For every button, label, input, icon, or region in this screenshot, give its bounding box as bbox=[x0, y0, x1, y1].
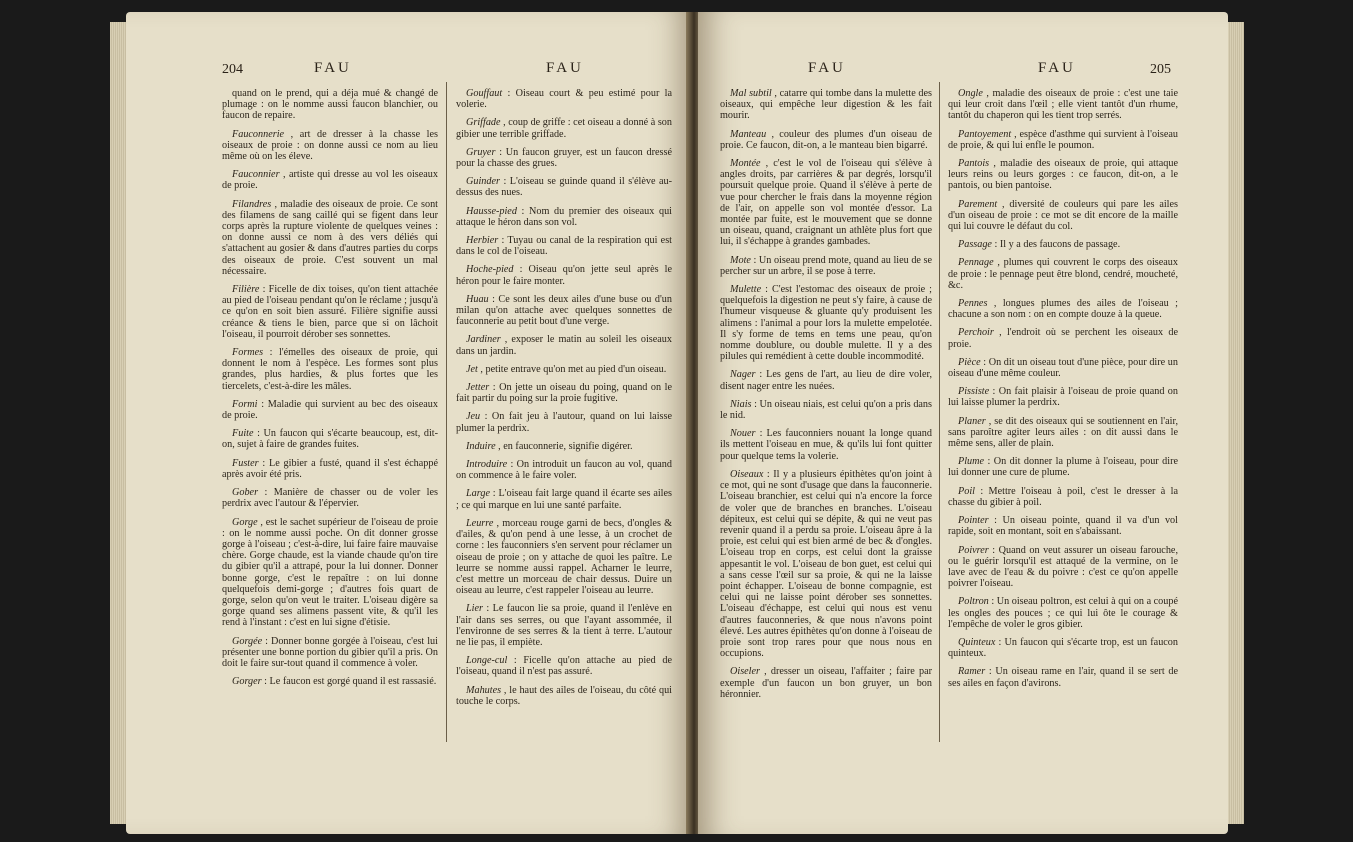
right-page bbox=[698, 12, 1228, 834]
dictionary-entry bbox=[222, 458, 438, 480]
dictionary-entry bbox=[948, 357, 1178, 379]
entry-text: : C'est l'estomac des oiseaux de proie ; quelquefois la digestion ne peut s'y faire, à cause de l'humeur visqueuse & gluante qu'y produisent les alimens : l'animal a pour lors la mulette empelotée. Il s'y forme de tems en tems une peau, qu'on nomme doublure, ou double mulette. Il y a des pilules qui remédient à cette double incommodité. bbox=[720, 284, 932, 363]
dictionary-entry bbox=[948, 456, 1178, 478]
dictionary-entry bbox=[948, 239, 1178, 250]
dictionary-entry bbox=[948, 199, 1178, 233]
entry-text: , en fauconnerie, signifie digérer. bbox=[495, 440, 633, 452]
entry-headword: Griffade bbox=[466, 117, 501, 129]
dictionary-entry bbox=[720, 255, 932, 277]
entry-headword: Mal subtil bbox=[730, 88, 772, 99]
entry-text: , espèce d'asthme qui survient à l'oiseau de proie, & qui lui enfle le poumon. bbox=[948, 128, 1178, 151]
dictionary-entry bbox=[222, 347, 438, 392]
left-page-column-2 bbox=[456, 88, 672, 714]
entry-headword: Filandres bbox=[232, 198, 272, 210]
entry-text: : Un oiseau rame en l'air, quand il se sert de ses ailes en façon d'avirons. bbox=[948, 666, 1178, 689]
entry-headword: Fauconnerie bbox=[232, 128, 285, 140]
entry-headword: Fauconnier bbox=[232, 169, 280, 181]
entry-text: : Ficelle qu'on attache au pied de l'oiseau, quand il n'est pas assuré. bbox=[456, 655, 672, 678]
right-page-column-2 bbox=[948, 88, 1178, 696]
entry-headword: Fuite bbox=[232, 428, 254, 440]
entry-text: : Les fauconniers nouant la longe quand ils mettent l'oiseau en mue, & qu'ils lui font quitter pour quelque tems la volerie. bbox=[720, 428, 932, 462]
entry-text: : Ficelle de dix toises, qu'on tient attachée au pied de l'oiseau pendant qu'on le réclame ; jusqu'à ce qu'on en soit bien assuré. Filière signifie aussi créance & tiens le bien, parce que si on lâchoit l'oiseau, il pourroit dérober ses sonnettes. bbox=[222, 284, 438, 340]
entry-text: : On jette un oiseau du poing, quand on le fait partir du poing sur la proie fugitive. bbox=[456, 382, 672, 405]
entry-headword: Gorge bbox=[232, 516, 258, 528]
running-head-right-col2: FAU bbox=[1038, 60, 1076, 76]
dictionary-entry bbox=[456, 147, 672, 169]
dictionary-entry bbox=[456, 411, 672, 433]
entry-text: : Le faucon lie sa proie, quand il l'enlève en l'air dans ses serres, ou que l'ayant assommée, il l'environne de ses serres & la tient à terre. L'autour ne lie pas, il empiète. bbox=[456, 603, 672, 648]
entry-headword: Planer bbox=[958, 415, 986, 427]
entry-headword: Ramer bbox=[958, 666, 986, 678]
dictionary-entry bbox=[948, 596, 1178, 630]
entry-headword: Lier bbox=[466, 603, 483, 615]
entry-headword: Pièce bbox=[958, 356, 981, 368]
entry-text: , diversité de couleurs qui pare les ailes d'un oiseau de proie : ce mot se dit encore de la maille qui lui couvre le défaut du col. bbox=[948, 198, 1178, 233]
entry-text: : Un faucon qui s'écarte beaucoup, est, dit-on, sujet à faire de grandes fuites. bbox=[222, 428, 438, 451]
entry-headword: Poil bbox=[958, 485, 975, 497]
column-rule-left bbox=[446, 82, 447, 742]
entry-text: : Maladie qui survient au bec des oiseaux de proie. bbox=[222, 398, 438, 422]
entry-text: , art de dresser à la chasse les oiseaux de proie : on donne aussi ce nom au lieu même où on les éleve. bbox=[222, 128, 438, 163]
entry-text: , le haut des ailes de l'oiseau, du côté qui touche le corps. bbox=[456, 684, 672, 707]
entry-text: : On introduit un faucon au vol, quand on commence à le faire voler. bbox=[456, 459, 672, 482]
dictionary-entry bbox=[948, 257, 1178, 291]
entry-text: : On fait jeu à l'autour, quand on lui laisse plumer la perdrix. bbox=[456, 411, 672, 434]
entry-text: : Ce sont les deux ailes d'une buse ou d'un milan qu'on attache avec quelques sonnettes de fauconnerie au petit bout d'une verge. bbox=[456, 293, 672, 328]
entry-headword: Poltron bbox=[958, 596, 989, 608]
entry-headword: Passage bbox=[958, 239, 992, 251]
dictionary-entry bbox=[456, 603, 672, 648]
entry-text: : Mettre l'oiseau à poil, c'est le dresser à la chasse du gibier à poil. bbox=[948, 485, 1178, 508]
dictionary-entry bbox=[222, 88, 438, 122]
entry-headword: Guinder bbox=[466, 176, 500, 188]
entry-text: : Il y a plusieurs épithètes qu'on joint à ce mot, qui ne sont d'usage que dans la fauconnerie. L'oiseau branchier, est celui qui n'a encore la force de voler que de branches en branches. L'oiseau dépiteux, est celui qui se dépite, & qui ne veut pas revenir quand il a perdu sa proie. L'oiseau âpre à la proie, est celui qui est bien armé de bec & d'ongles. L'oiseau trop en corps, est celui dont la graisse appesantit le vol. L'oiseau de bon guet, est celui qui a sans cesse l'œil sur sa proie, & qui ne la laisse point échapper. L'oiseau de bonne compagnie, est celui qui ne laisse point dérober ses sonnettes. L'oiseau d'échappe, est celui qui nous est venu d'autres fauconneries, & que nous n'avons point élevé. Les autres épithètes qu'on donne à l'oiseau de proie sont trop rares pour que nous nous en occupions. bbox=[720, 468, 932, 660]
entry-text: : Le gibier a fusté, quand il s'est échappé après avoir été pris. bbox=[222, 457, 438, 480]
dictionary-entry bbox=[720, 428, 932, 462]
dictionary-entry bbox=[456, 518, 672, 596]
dictionary-entry bbox=[948, 486, 1178, 508]
dictionary-entry bbox=[720, 469, 932, 659]
dictionary-entry bbox=[948, 298, 1178, 320]
dictionary-entry bbox=[456, 206, 672, 228]
running-head-left-col2: FAU bbox=[546, 60, 584, 76]
entry-text: , coup de griffe : cet oiseau a donné à son gibier une terrible griffade. bbox=[456, 117, 672, 140]
entry-text: , catarre qui tombe dans la mulette des oiseaux, qui empêche leur digestion & les fait mourir. bbox=[720, 88, 932, 122]
entry-headword: Jetter bbox=[466, 382, 490, 394]
entry-text: , se dit des oiseaux qui se soutiennent en l'air, sans paroître agiter leurs ailes : on dit aussi dans le même sens, aller de plain. bbox=[948, 415, 1178, 450]
right-page-column-1 bbox=[720, 88, 932, 707]
entry-headword: Manteau bbox=[730, 128, 767, 140]
entry-headword: Leurre bbox=[466, 517, 494, 529]
dictionary-entry bbox=[222, 636, 438, 670]
entry-headword: Oiseler bbox=[730, 666, 760, 678]
entry-headword: Pantois bbox=[958, 158, 990, 170]
dictionary-entry bbox=[948, 158, 1178, 192]
entry-headword: Formi bbox=[232, 398, 258, 410]
dictionary-entry bbox=[456, 334, 672, 356]
entry-headword: Gorgée bbox=[232, 635, 263, 647]
dictionary-entry bbox=[720, 666, 932, 700]
entry-text: : l'émelles des oiseaux de proie, qui donnent le nom à l'espèce. Les formes sont plus grandes, plus hardies, & plus fortes que les tiercelets, c'est-à-dire les mâles. bbox=[222, 347, 438, 392]
entry-headword: Niais bbox=[730, 398, 752, 410]
entry-text: , morceau rouge garni de becs, d'ongles & d'ailes, & qu'on pend à une lesse, à un crochet de corne : les fauconniers s'en servent pour réclamer un oiseau de proie ; on y attache de quoi les paître. Le leurre se nomme aussi rappel. Acharner le leurre, c'est mettre un morceau de chair dessus. Duire un oiseau au leurre, c'est rappeler l'oiseau au leurre. bbox=[456, 517, 672, 597]
entry-text: : Manière de chasser ou de voler les perdrix avec l'autour & l'épervier. bbox=[222, 487, 438, 510]
entry-text: : Un faucon gruyer, est un faucon dressé pour la chasse des grues. bbox=[456, 146, 672, 170]
left-page bbox=[126, 12, 691, 834]
entry-headword: Pennes bbox=[958, 298, 988, 310]
entry-text: , dresser un oiseau, l'affaiter ; faire par exemple d'un faucon un bon gruyer, un bon héronnier. bbox=[720, 666, 932, 700]
entry-text: : On dit un oiseau tout d'une pièce, pour dire un oiseau d'une même couleur. bbox=[948, 356, 1178, 380]
entry-text: : On dit donner la plume à l'oiseau, pour dire lui donner une cure de plume. bbox=[948, 456, 1178, 479]
entry-headword: Mulette bbox=[730, 284, 762, 296]
entry-headword: Gorger bbox=[232, 676, 262, 688]
entry-headword: Jardiner bbox=[466, 334, 501, 346]
running-head-right-col1: FAU bbox=[808, 60, 846, 76]
entry-headword: Huau bbox=[466, 293, 489, 305]
entry-headword: Hausse-pied bbox=[466, 205, 517, 217]
entry-text: : Oiseau court & peu estimé pour la volerie. bbox=[456, 88, 672, 111]
dictionary-entry bbox=[456, 294, 672, 328]
entry-text: quand on le prend, qui a déja mué & changé de plumage : on le nomme aussi faucon blanchier, ou faucon de repaire. bbox=[222, 88, 438, 122]
entry-headword: Montée bbox=[730, 158, 761, 170]
dictionary-entry bbox=[222, 284, 438, 340]
entry-text: : Nom du premier des oiseaux qui attaque le héron dans son vol. bbox=[456, 205, 672, 228]
page-number-right: 205 bbox=[1150, 62, 1171, 77]
entry-headword: Mahutes bbox=[466, 684, 502, 696]
entry-headword: Hoche-pied bbox=[466, 264, 514, 276]
dictionary-entry bbox=[720, 284, 932, 362]
entry-text: : Un faucon qui s'écarte trop, est un faucon quinteux. bbox=[948, 636, 1178, 660]
entry-text: : Un oiseau niais, est celui qu'on a pris dans le nid. bbox=[720, 398, 932, 422]
entry-headword: Pennage bbox=[958, 257, 994, 269]
entry-headword: Fuster bbox=[232, 457, 259, 469]
running-head-left-col1: FAU bbox=[314, 60, 352, 76]
dictionary-entry bbox=[948, 515, 1178, 537]
entry-text: , maladie des oiseaux de proie : c'est une taie qui leur croit dans l'œil ; elle vient tantôt d'un rhume, tantôt du chaperon qui les tient trop serrés. bbox=[948, 88, 1178, 122]
dictionary-entry bbox=[456, 685, 672, 707]
dictionary-entry bbox=[720, 88, 932, 122]
entry-text: , longues plumes des ailes de l'oiseau ; chacune a son nom : on en compte douze à la queue. bbox=[948, 298, 1178, 321]
left-page-column-1 bbox=[222, 88, 438, 694]
entry-headword: Longe-cul bbox=[466, 655, 508, 667]
entry-text: , l'endroit où se perchent les oiseaux de proie. bbox=[948, 327, 1178, 350]
entry-headword: Mote bbox=[730, 254, 751, 266]
entry-headword: Nager bbox=[730, 369, 756, 381]
entry-text: : Oiseau qu'on jette seul après le héron pour le faire monter. bbox=[456, 264, 672, 287]
entry-headword: Perchoir bbox=[958, 327, 994, 339]
dictionary-entry bbox=[948, 666, 1178, 688]
entry-headword: Quinteux bbox=[958, 636, 996, 648]
entry-headword: Pissiste bbox=[958, 386, 990, 398]
dictionary-entry bbox=[720, 369, 932, 391]
entry-headword: Pointer bbox=[958, 515, 989, 527]
page-number-left: 204 bbox=[222, 62, 243, 77]
entry-text: : Le faucon est gorgé quand il est rassasié. bbox=[261, 676, 437, 688]
entry-text: , est le sachet supérieur de l'oiseau de proie : on le nomme aussi poche. On dit donner grosse gorge à l'oiseau ; c'est-à-dire, lui faire faire mauvaise chère. Gorge chaude, est la viande chaude qu'on tire du gibier qu'il a attrapé, pour la lui donner. Donner bonne gorge, c'est le repaître : on lui donne quelquefois demi-gorge ; d'autres fois quart de gorge, selon qu'on veut le traiter. L'oiseau digère sa gorge quand ses alimens passent vite, & qu'il les rend à l'instant : c'est en lui signe d'étisie. bbox=[222, 516, 438, 629]
dictionary-entry bbox=[222, 676, 438, 687]
entry-headword: Introduire bbox=[466, 459, 508, 471]
entry-headword: Pantoyement bbox=[958, 128, 1012, 140]
dictionary-entry bbox=[456, 441, 672, 452]
dictionary-entry bbox=[222, 487, 438, 509]
entry-text: : Tuyau ou canal de la respiration qui est dans le col de l'oiseau. bbox=[456, 235, 672, 258]
entry-text: : Les gens de l'art, au lieu de dire voler, disent nager entre les nuées. bbox=[720, 369, 932, 392]
entry-text: : Donner bonne gorgée à l'oiseau, c'est lui présenter une bonne portion du gibier qu'il a pris. On doit le faire sur-tout quand il commence à voler. bbox=[222, 635, 438, 669]
dictionary-entry bbox=[948, 386, 1178, 408]
entry-headword: Plume bbox=[958, 456, 985, 468]
entry-text: , c'est le vol de l'oiseau qui s'élève à angles droits, par carrières & par degrés, lorsqu'il poursuit quelque proie. Quand il s'élève à perte de vue pour chercher le frais dans la moyenne région de l'air, on appelle son vol montée d'essor. La montée par fuite, est le mouvement que se donne un oiseau, quand, craignant un athlète plus fort que lui, il s'échappe à grandes gambades. bbox=[720, 158, 932, 248]
dictionary-entry bbox=[720, 129, 932, 151]
dictionary-entry bbox=[222, 517, 438, 629]
entry-text: : Un oiseau poltron, est celui à qui on a coupé les ongles des pouces ; ce qui lui ôte le courage & l'empêche de voler le gros gibier. bbox=[948, 596, 1178, 630]
dictionary-entry bbox=[948, 637, 1178, 659]
column-rule-right bbox=[939, 82, 940, 742]
dictionary-entry bbox=[456, 459, 672, 481]
entry-text: : L'oiseau se guinde quand il s'élève au-dessus des nues. bbox=[456, 176, 672, 199]
dictionary-entry bbox=[720, 158, 932, 248]
dictionary-entry bbox=[456, 88, 672, 110]
entry-text: : Il y a des faucons de passage. bbox=[991, 239, 1121, 251]
entry-headword: Large bbox=[466, 488, 490, 500]
dictionary-entry bbox=[456, 488, 672, 510]
dictionary-entry bbox=[456, 264, 672, 286]
entry-headword: Ongle bbox=[958, 88, 983, 99]
dictionary-entry bbox=[222, 169, 438, 191]
entry-text: , exposer le matin au soleil les oiseaux dans un jardin. bbox=[456, 334, 672, 357]
entry-headword: Nouer bbox=[730, 428, 756, 440]
dictionary-entry bbox=[948, 327, 1178, 349]
dictionary-entry bbox=[222, 428, 438, 450]
dictionary-entry bbox=[222, 399, 438, 421]
entry-text: , petite entrave qu'on met au pied d'un oiseau. bbox=[477, 363, 667, 375]
dictionary-entry bbox=[456, 176, 672, 198]
open-book bbox=[18, 12, 1340, 834]
dictionary-entry bbox=[456, 655, 672, 677]
entry-text: , maladie des oiseaux de proie. Ce sont des filamens de sang caillé qui se figent dans leur corps après la rupture violente de quelques veines : on donne aussi ce nom à des vers déliés qui s'attachent au gosier & dans d'autres parties du corps des oiseaux de proie. C'est souvent un mal nécessaire. bbox=[222, 198, 438, 277]
dictionary-entry bbox=[222, 129, 438, 163]
dictionary-entry bbox=[948, 416, 1178, 450]
entry-headword: Filière bbox=[232, 284, 260, 296]
entry-text: : Un oiseau pointe, quand il va d'un vol rapide, soit en montant, soit en s'abaissant. bbox=[948, 515, 1178, 538]
dictionary-entry bbox=[948, 88, 1178, 122]
entry-headword: Parement bbox=[958, 198, 998, 210]
entry-headword: Induire bbox=[466, 440, 496, 452]
entry-text: : L'oiseau fait large quand il écarte ses ailes ; ce qui marque en lui une santé parfaite. bbox=[456, 488, 672, 511]
entry-text: , couleur des plumes d'un oiseau de proie. Ce faucon, dit-on, a le manteau bien bigarré. bbox=[720, 128, 932, 151]
entry-text: , artiste qui dresse au vol les oiseaux de proie. bbox=[222, 169, 438, 192]
dictionary-entry bbox=[456, 382, 672, 404]
dictionary-entry bbox=[720, 399, 932, 421]
dictionary-entry bbox=[222, 199, 438, 277]
entry-text: : On fait plaisir à l'oiseau de proie quand on lui laisse plumer la perdrix. bbox=[948, 386, 1178, 409]
dictionary-entry bbox=[456, 235, 672, 257]
entry-text: : Quand on veut assurer un oiseau farouche, ou le guérir lorsqu'il est attaqué de la vermine, on le lave avec de l'eau & du poivre : c'est ce qu'on appelle poivrer l'oiseau. bbox=[948, 544, 1178, 590]
entry-headword: Formes bbox=[232, 347, 264, 359]
dictionary-entry bbox=[456, 364, 672, 375]
entry-headword: Herbier bbox=[466, 235, 499, 247]
dictionary-entry bbox=[948, 545, 1178, 590]
entry-headword: Gober bbox=[232, 487, 259, 499]
entry-headword: Jet bbox=[466, 363, 478, 375]
dictionary-entry bbox=[456, 117, 672, 139]
entry-headword: Oiseaux bbox=[730, 468, 764, 480]
right-page-edges bbox=[1226, 22, 1244, 824]
entry-headword: Gruyer bbox=[466, 146, 496, 158]
entry-headword: Poivrer bbox=[958, 544, 989, 556]
entry-text: , plumes qui couvrent le corps des oiseaux de proie : le pennage peut être blond, cendré, moucheté, &c. bbox=[948, 257, 1178, 291]
entry-text: , maladie des oiseaux de proie, qui attaque leurs reins ou leurs gorges : ce faucon, dit-on, a le pantois, ou bien pantoise. bbox=[948, 158, 1178, 192]
entry-headword: Jeu bbox=[466, 411, 481, 423]
entry-text: : Un oiseau prend mote, quand au lieu de se percher sur un arbre, il se pose à terre. bbox=[720, 254, 932, 277]
entry-headword: Gouffaut bbox=[466, 88, 503, 99]
dictionary-entry bbox=[948, 129, 1178, 151]
